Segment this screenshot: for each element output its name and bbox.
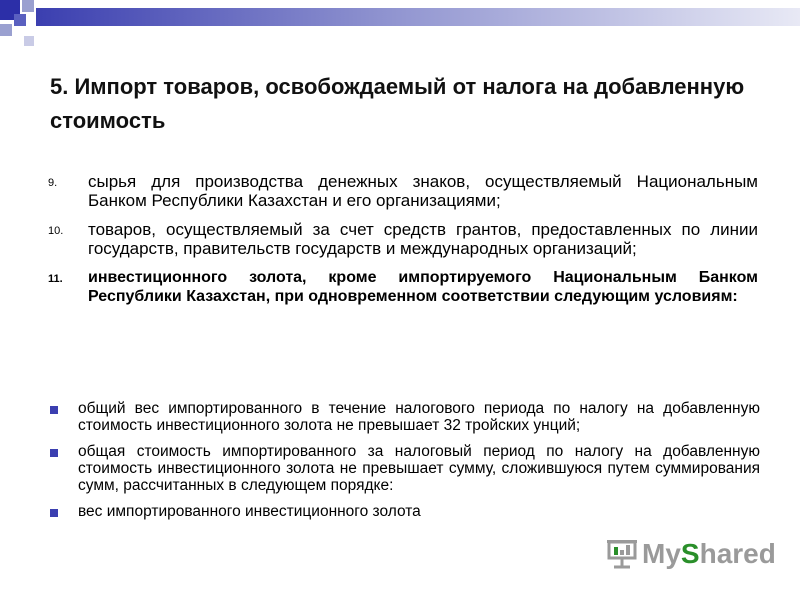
numbered-list [48, 172, 758, 316]
watermark-text-prefix: My [642, 538, 681, 569]
square-bullet-icon [48, 503, 78, 520]
item-text: сырья для производства денежных знаков, осуществляемый Национальным Банком Республики Казахстан и его организациями; [88, 172, 758, 210]
slide-title: 5. Импорт товаров, освобождаемый от налога на добавленную стоимость [50, 74, 745, 133]
decor-square [24, 36, 34, 46]
bullet-text: общий вес импортированного в течение налогового периода по налогу на добавленную стоимость инвестиционного золота не превышает 32 тройских унций; [78, 400, 760, 434]
square-bullet-icon [48, 400, 78, 434]
item-number: 10. [48, 225, 64, 237]
presentation-board-icon [606, 539, 638, 569]
watermark-logo [606, 538, 776, 570]
item-number: 11. [48, 273, 63, 285]
list-item [48, 400, 760, 434]
decor-square [0, 24, 12, 36]
watermark-text [642, 538, 776, 570]
item-text: товаров, осуществляемый за счет средств грантов, предоставленных по линии государств, правительств государств и международных организаций; [88, 220, 758, 258]
decor-square [14, 14, 26, 26]
header-gradient-bar [36, 8, 800, 26]
decor-square [22, 0, 34, 12]
watermark-text-accent: S [680, 538, 700, 569]
list-item [48, 503, 760, 520]
list-item [48, 443, 760, 494]
watermark-text-suffix: hared [699, 538, 776, 569]
list-item [48, 268, 758, 306]
bullet-list [48, 400, 760, 529]
bullet-text: общая стоимость импортированного за налоговый период по налогу на добавленную стоимость инвестиционного золота не превышает сумму, сложившуюся путем суммирования сумм, рассчитанных в следующем порядке: [78, 443, 760, 494]
list-item [48, 220, 758, 258]
item-number: 9. [48, 177, 58, 189]
list-item [48, 172, 758, 210]
square-bullet-icon [48, 443, 78, 494]
bullet-text: вес импортированного инвестиционного золота [78, 503, 421, 520]
item-text: инвестиционного золота, кроме импортируемого Национальным Банком Республики Казахстан, при одновременном соответствии следующим условиям: [88, 269, 758, 305]
